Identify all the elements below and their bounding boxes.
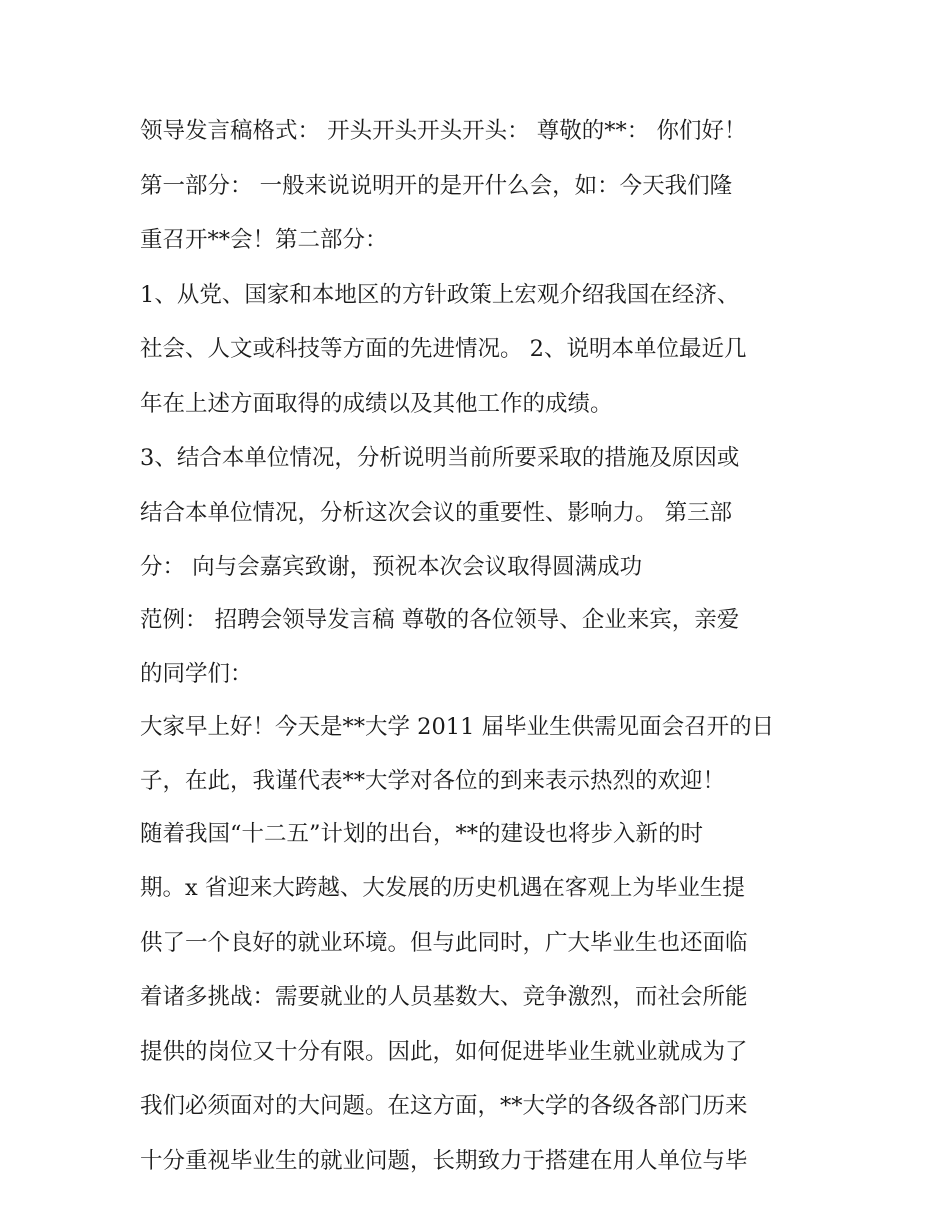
text-line: 随着我国“十二五”计划的出台，**的建设也将步入新的时: [140, 820, 704, 847]
text-line: 十分重视毕业生的就业问题，长期致力于搭建在用人单位与毕: [140, 1147, 748, 1174]
text-line: 的同学们：: [140, 661, 253, 687]
text-line: 提供的岗位又十分有限。因此，如何促进毕业生就业就成为了: [140, 1038, 748, 1065]
text-line: 重召开**会！第二部分：: [140, 227, 388, 253]
text-line: 大家早上好！今天是**大学 2011 届毕业生供需见面会召开的日: [140, 713, 775, 740]
text-line: 结合本单位情况，分析这次会议的重要性、影响力。 第三部: [140, 499, 733, 526]
text-line: 着诸多挑战：需要就业的人员基数大、竞争激烈，而社会所能: [140, 984, 748, 1010]
text-line: 社会、人文或科技等方面的先进情况。 2、说明本单位最近几: [140, 336, 747, 362]
text-line: 年在上述方面取得的成绩以及其他工作的成绩。: [140, 390, 613, 417]
text-line: 1、从党、国家和本地区的方针政策上宏观介绍我国在经济、: [140, 281, 740, 308]
text-line: 供了一个良好的就业环境。但与此同时，广大毕业生也还面临: [140, 929, 748, 956]
text-line: 我们必须面对的大问题。在这方面，**大学的各级各部门历来: [140, 1093, 748, 1119]
text-line: 分： 向与会嘉宾致谢，预祝本次会议取得圆满成功: [140, 554, 643, 580]
text-line: 范例： 招聘会领导发言稿 尊敬的各位领导、企业来宾，亲爱: [140, 606, 740, 633]
text-line: 3、结合本单位情况，分析说明当前所要采取的措施及原因或: [140, 445, 740, 471]
text-line: 第一部分： 一般来说说明开的是开什么会，如：今天我们隆: [140, 172, 733, 199]
text-line: 领导发言稿格式： 开头开头开头开头： 尊敬的**： 你们好！: [140, 118, 747, 144]
text-line: 期。x 省迎来大跨越、大发展的历史机遇在客观上为毕业生提: [140, 875, 745, 901]
text-line: 子，在此，我谨代表**大学对各位的到来表示热烈的欢迎！: [140, 768, 726, 794]
document-body: [140, 109, 830, 1183]
